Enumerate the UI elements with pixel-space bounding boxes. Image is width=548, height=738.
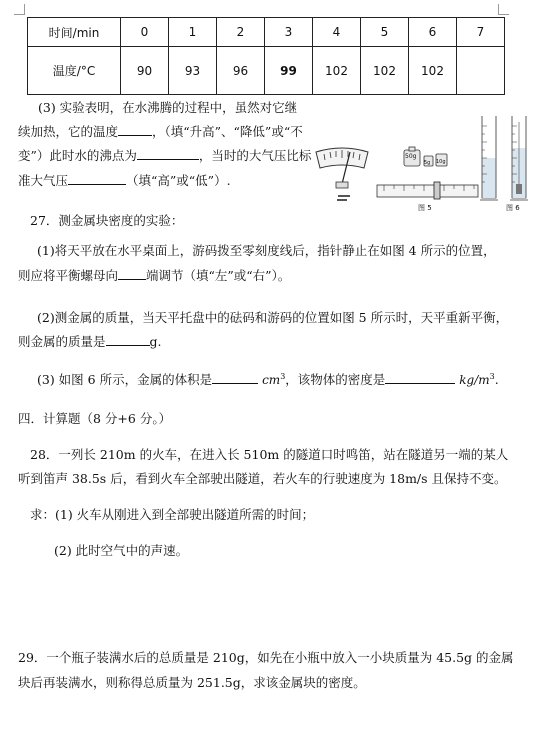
page-corner-mark-left — [14, 4, 25, 15]
text: 端调节（填“左”或“右”）。 — [146, 268, 291, 283]
text: 准大气压 — [18, 173, 69, 188]
answer-blank[interactable] — [385, 371, 455, 384]
table-cell: 90 — [121, 47, 169, 95]
table-cell — [457, 47, 505, 95]
q27-title: 27．测金属块密度的实验： — [30, 213, 184, 228]
q29-line1: 29．一个瓶子装满水后的总质量是 210g，如先在小瓶中放入一小块质量为 45.5g 的金属 — [18, 650, 514, 665]
figure-6-label: 图 6 — [506, 204, 520, 212]
table-cell: 1 — [169, 18, 217, 47]
figure-6-cylinders — [478, 112, 534, 208]
text: (3) 如图 6 所示，金属的体积是 — [37, 372, 213, 387]
q27-2-line1: (2)测金属的质量，当天平托盘中的砝码和游码的位置如图 5 所示时，天平重新平衡， — [37, 310, 509, 325]
q29-line2: 块后再装满水，则称得总质量为 251.5g，求该金属块的密度。 — [18, 675, 366, 690]
table-cell: 7 — [457, 18, 505, 47]
table-cell: 102 — [361, 47, 409, 95]
text: ，当时的大气压比标 — [198, 148, 312, 163]
q26-3-line1: (3) 实验表明，在水沸腾的过程中，虽然对它继 — [38, 100, 298, 115]
table-cell: 3 — [265, 18, 313, 47]
text: 变”）此时水的沸点为 — [18, 148, 137, 163]
text: g. — [149, 334, 162, 349]
text: . — [494, 372, 499, 387]
table-cell: 102 — [409, 47, 457, 95]
q28-ask-1: 求：(1) 火车从刚进入到全部驶出隧道所需的时间； — [30, 507, 315, 522]
page-corner-mark-right — [498, 4, 509, 15]
figure-4-base-mark — [337, 199, 347, 201]
table-cell: 4 — [313, 18, 361, 47]
answer-blank[interactable] — [212, 371, 258, 384]
table-row — [28, 18, 505, 47]
table-cell: 102 — [313, 47, 361, 95]
q26-3-line4 — [18, 171, 231, 189]
text: 续加热，它的温度 — [18, 124, 119, 139]
q26-3-line3 — [18, 146, 311, 164]
table-cell: 96 — [217, 47, 265, 95]
q27-1-line1: (1)将天平放在水平桌面上，游码拨至零刻度线后，指针静止在如图 4 所示的位置， — [37, 243, 496, 258]
answer-blank[interactable] — [137, 147, 199, 160]
table-cell: 0 — [121, 18, 169, 47]
q27-2-line2 — [18, 332, 162, 350]
answer-blank[interactable] — [118, 267, 146, 280]
text: ，该物体的密度是 — [285, 372, 386, 387]
answer-blank[interactable] — [118, 123, 152, 136]
weight-label-5g: 5g — [424, 160, 431, 166]
table-cell: 99 — [265, 47, 313, 95]
answer-blank[interactable] — [106, 333, 150, 346]
figure-4-balance-dial — [310, 142, 374, 200]
section-4-title: 四．计算题（8 分+6 分。） — [18, 411, 172, 426]
weight-label-10g: 10g — [436, 159, 446, 165]
table-cell: 5 — [361, 18, 409, 47]
unit-superscript: 3 — [280, 371, 286, 381]
text: ，（填“升高”、“降低”或“不 — [152, 124, 303, 139]
temperature-table — [27, 17, 505, 95]
unit-superscript: 3 — [489, 371, 495, 381]
q28-line2: 听到笛声 38.5s 后，看到火车全部驶出隧道，若火车的行驶速度为 18m/s 且保持不变。 — [18, 471, 507, 486]
figure-5-rider-scale — [376, 180, 480, 202]
table-cell: 时间/min — [28, 18, 121, 47]
table-cell: 2 — [217, 18, 265, 47]
unit-cm: cm — [262, 373, 281, 387]
answer-blank[interactable] — [68, 172, 126, 185]
text: 则金属的质量是 — [18, 334, 106, 349]
q27-3-line — [37, 370, 499, 388]
unit-kg-per-m3: kg/m — [459, 373, 490, 387]
q26-3-line2 — [18, 122, 303, 140]
table-cell: 6 — [409, 18, 457, 47]
text: （填“高”或“低”）. — [126, 173, 231, 188]
table-cell: 温度/°C — [28, 47, 121, 95]
q27-1-line2 — [18, 266, 290, 284]
table-row — [28, 47, 505, 95]
table-cell: 93 — [169, 47, 217, 95]
figure-5-label: 图 5 — [418, 204, 432, 212]
q28-line1: 28．一列长 210m 的火车，在进入长 510m 的隧道口时鸣笛，站在隧道另一端的某人 — [30, 447, 509, 462]
text: 则应将平衡螺母向 — [18, 268, 119, 283]
q28-ask-2: (2) 此时空气中的声速。 — [54, 543, 189, 558]
weight-label-50g: 50g — [405, 153, 417, 160]
